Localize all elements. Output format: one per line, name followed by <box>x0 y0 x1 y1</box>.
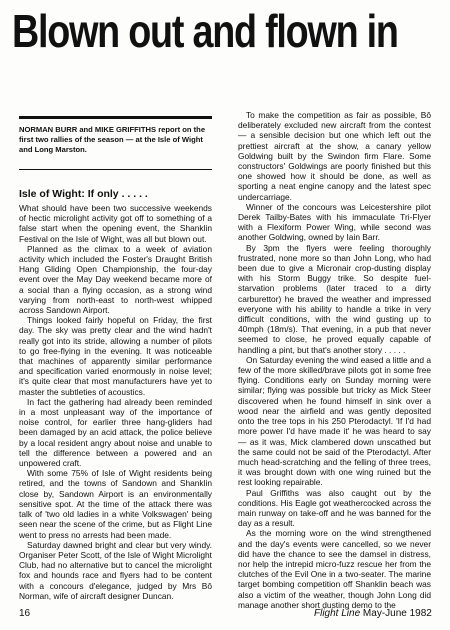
paragraph: Planned as the climax to a week of aviation activity which included the Foster's Draught British Hang Gliding Open Championship, the four-day event over the May Day weekend became more of a social than a flying occasion, as a strong wind varying from north-east to north-west whipped across Sandown Airport. <box>19 243 212 316</box>
paragraph: Things looked fairly hopeful on Friday, the first day. The sky was pretty clear and the wind hadn't really got into its stride, allowing a number of pilots to go free-flying in the evening. It was noticeable that machines of apparently similar performance and specification varied enormously in noise level; it's quite clear that most manufacturers have yet to master the subtleties of acoustics. <box>19 315 212 397</box>
top-rule <box>19 116 212 119</box>
standfirst: NORMAN BURR and MIKE GRIFFITHS report on the first two rallies of the season — at the Isle of Wight and Long Marston. <box>19 125 206 154</box>
paragraph: In fact the gathering had already been reminded in a most unpleasant way of the importance of noise control, for earlier three hang-gliders had been damaged by an acid attack, the police believe by a local resident angry about noise and unable to tell the difference between a powered and an unpowered craft. <box>19 396 212 469</box>
magazine-name: Flight Line <box>314 608 361 619</box>
paragraph: By 3pm the flyers were feeling thoroughly frustrated, none more so than John Long, who had been due to give a Micronair crop-dusting display with his Storm Buggy trike. So despite fuel-starvation problems (later traced to a dirty carburettor) he braved the weather and impressed everyone with his ability to handle a trike in very difficult conditions, with the wind gusting up to 40mph (18m/s). That evening, in a pub that never seemed to close, he proved equally capable of handling a pint, but that's another story . . . . . <box>238 242 431 355</box>
paragraph: What should have been two successive weekends of hectic microlight activity got off to something of a false start when the opening event, the Shanklin Festival on the Isle of Wight, was all but blown out. <box>19 203 212 244</box>
paragraph: To make the competition as fair as possible, Bô deliberately excluded new aircraft from the contest — a sensible decision but one which left out the prettiest aircraft at the show, a canary yellow Goldwing built by the Swindon firm Flare. Some constructors' Goldwings are poorly finished but this one showed how it should be done, as well as sporting a neat engine canopy and the latest spec undercarriage. <box>238 110 431 202</box>
paragraph: As the morning wore on the wind strengthened and the day's events were cancelled, so we never did have the chance to see the damsel in distress, nor help the intrepid micro-fuzz rescue her from the clutches of the Evil One in a two-seater. The marine target bombing competition off Shanklin beach was also a victim of the weather, though John Long did manage another short dusting demo to the <box>238 528 431 610</box>
left-column <box>19 110 212 601</box>
right-column <box>238 110 431 610</box>
issue-date: May-June 1982 <box>362 608 432 619</box>
paragraph: Paul Griffiths was also caught out by the conditions. His Eagle got weathercocked across the main runway on take-off and he was banned for the day as a result. <box>238 487 431 529</box>
page-number: 16 <box>19 608 31 619</box>
section-divider <box>19 169 212 170</box>
section-heading: Isle of Wight: If only . . . . . <box>19 188 148 200</box>
paragraph: Winner of the concours was Leicestershire pilot Derek Tailby-Bates with his immaculate Tri-Flyer with a Flexiform Power Wing, while second was another Goldwing, owned by Iain Barr. <box>238 201 431 243</box>
folio-line <box>314 608 432 620</box>
paragraph: Saturday dawned bright and clear but very windy. Organiser Peter Scott, of the Isle of Wight Microlight Club, had no alternative but to cancel the microlight fox and hounds race and flyers had to be content with a concours d'elegance, judged by Mrs Bô Norman, wife of aircraft designer Duncan. <box>19 539 212 601</box>
paragraph: On Saturday evening the wind eased a little and a few of the more skilled/brave pilots got in some free flying. Conditions early on Sunday morning were similar; flying was possible but tricky as Mick Steer discovered when he found himself in sink over a wood near the airfield and was gently deposited onto the tree tops in his 250 Pterodactyl. 'If I'd had more power I'd have made it' he was heard to say — as it was, Mick clambered down unscathed but the same could not be said of the Pterodactyl. After much head-scratching and the felling of three trees, it was brought down with one wing ruined but the rest looking repairable. <box>238 354 431 488</box>
headline: Blown out and flown in <box>12 5 398 57</box>
paragraph: With some 75% of Isle of Wight residents being retired, and the towns of Sandown and Shanklin close by, Sandown Airport is an environmentally sensitive spot. At the time of the attack there was talk of 'two old ladies in a white Volkswagen' being seen near the scene of the crime, but as Flight Line went to press no arrests had been made. <box>19 468 212 540</box>
